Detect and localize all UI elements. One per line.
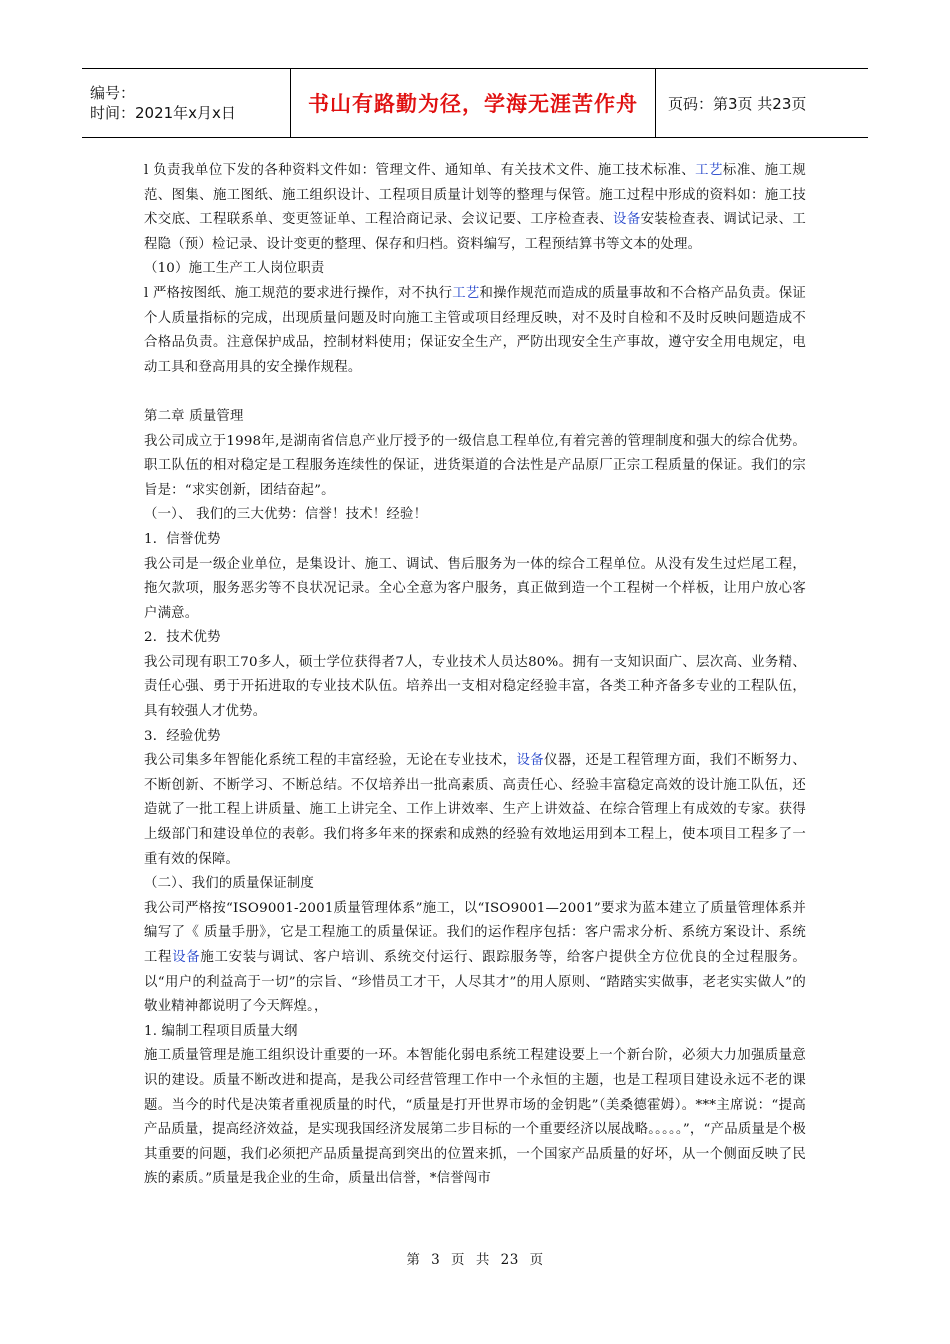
paragraph bbox=[144, 1044, 806, 1192]
paragraph-text: （二）、我们的质量保证制度 bbox=[144, 876, 314, 892]
paragraph-text: 2．技术优势 bbox=[144, 630, 221, 646]
document-number-label: 编号： bbox=[90, 84, 136, 102]
paragraph-text: 标准、施工规范、图集、施工图纸、施工组织设计、工程项目质量计划等的整理与保管。施工过程中形成的资料如：施工技术交底、工程联系单、变更签证单、工程洽商记录、会议记要、工序检查表、 bbox=[144, 163, 806, 228]
paragraph bbox=[144, 553, 806, 627]
paragraph-text: 我公司成立于1998年,是湖南省信息产业厅授予的一级信息工程单位,有着完善的管理制度和强大的综合优势。职工队伍的相对稳定是工程服务连续性的保证，进货渠道的合法性是产品原厂正宗工程质量的保证。我们的宗旨是：“求实创新，团结奋起”。 bbox=[144, 433, 806, 498]
keyword-highlight: 设备 bbox=[172, 950, 201, 965]
paragraph-text: 我公司是一级企业单位，是集设计、施工、调试、售后服务为一体的综合工程单位。从没有发生过烂尾工程，拖欠款项，服务恶劣等不良状况记录。全心全意为客户服务，真正做到造一个工程树一个样板，让用户放心客户满意。 bbox=[144, 556, 806, 621]
paragraph-text: 1. 编制工程项目质量大纲 bbox=[144, 1023, 298, 1039]
paragraph-text: 施工质量管理是施工组织设计重要的一环。本智能化弱电系统工程建设要上一个新台阶，必须大力加强质量意识的建设。质量不断改进和提高，是我公司经营管理工作中一个永恒的主题，也是工程项目建设永远不老的课题。当今的时代是决策者重视质量的时代，“质量是打开世界市场的金钥匙”（美桑德霍姆）。***主席说：“提高产品质量，提高经济效益，是实现我国经济发展第二步目标的一个重要经济以展战略。。。。。”，“产品质量是个极其重要的问题，我们必须把产品质量提高到突出的位置来抓，一个国家产品质量的好坏，从一个侧面反映了民族的素质。”质量是我企业的生命，质量出信誉，*信誉闯市 bbox=[144, 1048, 806, 1187]
page-header bbox=[82, 68, 868, 138]
paragraph-text: （一）、 我们的三大优势：信誉！技术！经验！ bbox=[144, 507, 428, 523]
paragraph bbox=[144, 872, 806, 897]
paragraph bbox=[144, 282, 806, 380]
keyword-highlight: 工艺 bbox=[695, 163, 723, 178]
paragraph-text: 1．信誉优势 bbox=[144, 531, 221, 547]
keyword-highlight: 设备 bbox=[516, 753, 545, 769]
keyword-highlight: 工艺 bbox=[452, 285, 480, 301]
paragraph bbox=[144, 897, 806, 1020]
paragraph bbox=[144, 725, 806, 750]
paragraph-text: 第二章 质量管理 bbox=[144, 408, 244, 424]
header-motto-cell bbox=[291, 69, 656, 137]
paragraph bbox=[144, 257, 806, 282]
paragraph bbox=[144, 528, 806, 553]
document-date: 时间：2021年x月x日 bbox=[90, 104, 236, 122]
paragraph bbox=[144, 405, 806, 430]
paragraph bbox=[144, 749, 806, 872]
keyword-highlight: 设备 bbox=[613, 212, 641, 228]
paragraph bbox=[144, 651, 806, 725]
page-footer: 第 3 页 共 23 页 bbox=[406, 1252, 544, 1268]
paragraph-text: 3．经验优势 bbox=[144, 728, 221, 744]
document-body bbox=[144, 159, 806, 1192]
paragraph bbox=[144, 1020, 806, 1045]
header-motto: 书山有路勤为径，学海无涯苦作舟 bbox=[308, 92, 638, 116]
paragraph-text: l 负责我单位下发的各种资料文件如：管理文件、通知单、有关技术文件、施工技术标准、 bbox=[144, 163, 696, 178]
paragraph bbox=[144, 503, 806, 528]
paragraph bbox=[144, 626, 806, 651]
paragraph-text: l 严格按图纸、施工规范的要求进行操作，对不执行 bbox=[144, 285, 453, 301]
paragraph-text: 我公司现有职工70多人，硕士学位获得者7人，专业技术人员达80%。拥有一支知识面广、层次高、业务精、责任心强、勇于开拓进取的专业技术队伍。培养出一支相对稳定经验丰富，各类工种齐备多专业的工程队伍，具有较强人才优势。 bbox=[144, 654, 806, 720]
paragraph bbox=[144, 430, 806, 504]
paragraph-text: 我公司严格按“ISO9001-2001质量管理体系”施工，以“ISO9001—2001”要求为蓝本建立了质量管理体系并编写了《 质量手册》，它是工程施工的质量保证。我们的运作程序包括：客户需求分析、系统方案设计、系统工程 bbox=[144, 900, 806, 965]
paragraph-text: 我公司集多年智能化系统工程的丰富经验，无论在专业技术， bbox=[144, 753, 517, 769]
paragraph-text: 安装检查表、调试记录、工程隐（预）检记录、设计变更的整理、保存和归档。资料编写，工程预结算书等文本的处理。 bbox=[144, 212, 806, 252]
paragraph-text: 和操作规范而造成的质量事故和不合格产品负责。保证个人质量指标的完成，出现质量问题及时向施工主管或项目经理反映，对不及时自检和不及时反映问题造成不合格品负责。注意保护成品，控制材料使用；保证安全生产，严防出现安全生产事故，遵守安全用电规定，电动工具和登高用具的安全操作规程。 bbox=[144, 285, 806, 375]
header-page-cell bbox=[656, 69, 868, 137]
paragraph-text: （10）施工生产工人岗位职责 bbox=[144, 261, 325, 277]
paragraph-text: 仪器，还是工程管理方面，我们不断努力、不断创新、不断学习、不断总结。不仅培养出一批高素质、高责任心、经验丰富稳定高效的设计施工队伍，还造就了一批工程上讲质量、施工上讲完全、工作上讲效率、生产上讲效益、在综合管理上有成效的专家。获得上级部门和建设单位的表彰。我们将多年来的探索和成熟的经验有效地运用到本工程上，使本项目工程多了一重有效的保障。 bbox=[144, 753, 806, 867]
header-meta bbox=[82, 69, 291, 137]
paragraph-text: 施工安装与调试、客户培训、系统交付运行、跟踪服务等，给客户提供全方位优良的全过程服务。以“用户的利益高于一切”的宗旨、“珍惜员工才干，人尽其才”的用人原则、“踏踏实实做事，老老实实做人”的敬业精神都说明了今天辉煌。， bbox=[144, 950, 806, 1015]
paragraph bbox=[144, 159, 806, 257]
header-page-info: 页码：第3页 共23页 bbox=[668, 94, 807, 113]
